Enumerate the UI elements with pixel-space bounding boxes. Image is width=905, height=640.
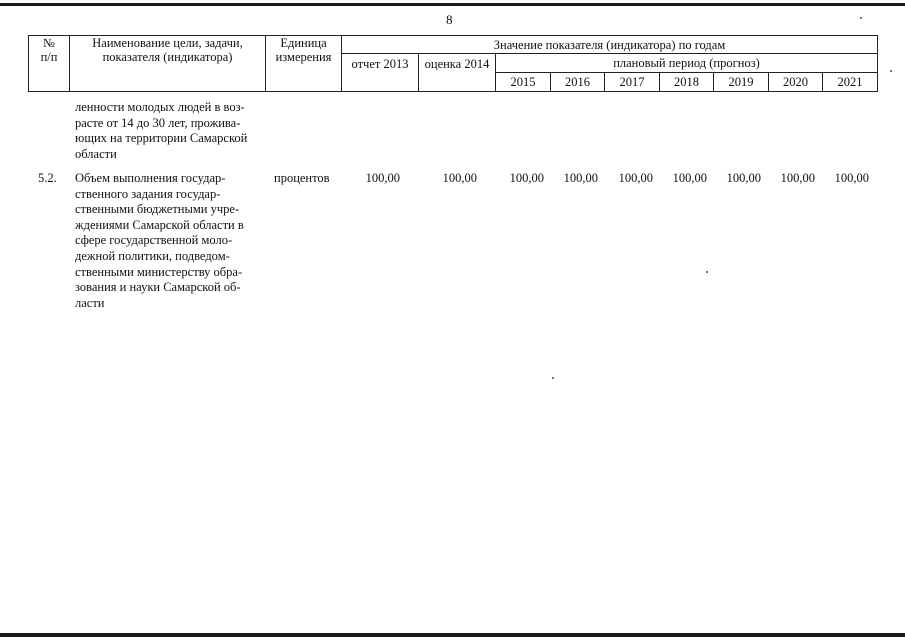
text-line: ющих на территории Самарской xyxy=(75,131,248,146)
text-line: ленности молодых людей в воз- xyxy=(75,100,245,114)
value-2018: 100,00 xyxy=(672,171,707,185)
row-number: 5.2. xyxy=(38,171,57,185)
header-name-line2: показателя (индикатора) xyxy=(102,50,233,64)
page-number: 8 xyxy=(446,12,453,27)
text-line: ждениями Самарской области в xyxy=(75,217,244,232)
value-2019: 100,00 xyxy=(726,171,761,185)
scan-speck xyxy=(860,17,862,19)
text-line: зования и науки Самарской об- xyxy=(75,280,241,295)
header-unit-line1: Единица xyxy=(280,36,327,50)
header-year: 2019 xyxy=(714,73,769,92)
value-2016: 100,00 xyxy=(563,171,598,185)
text-line: ласти xyxy=(75,295,105,310)
scan-speck xyxy=(552,377,554,379)
header-number-line1: № xyxy=(43,36,55,50)
value-2015: 100,00 xyxy=(509,171,544,185)
text-line: области xyxy=(75,146,117,161)
scan-speck xyxy=(890,70,892,72)
header-report-2013: отчет 2013 xyxy=(342,54,419,92)
text-line: сфере государственной моло- xyxy=(75,233,233,248)
value-2021: 100,00 xyxy=(834,171,869,185)
text-line: дежной политики, подведом- xyxy=(75,248,230,263)
header-name-line1: Наименование цели, задачи, xyxy=(92,36,243,50)
header-values-by-year: Значение показателя (индикатора) по годам xyxy=(342,36,878,54)
indicator-name xyxy=(75,171,265,311)
value-report-2013: 100,00 xyxy=(365,171,400,185)
indicator-table-header xyxy=(28,35,878,92)
value-2020: 100,00 xyxy=(780,171,815,185)
header-year: 2015 xyxy=(496,73,551,92)
header-number xyxy=(29,36,70,92)
scan-border-top xyxy=(0,3,905,6)
text-line: ственными министерству обра- xyxy=(75,264,243,279)
continuation-text xyxy=(75,100,265,162)
header-name xyxy=(70,36,266,92)
header-unit xyxy=(266,36,342,92)
header-number-line2: п/п xyxy=(40,50,58,64)
header-unit-line2: измерения xyxy=(275,50,332,64)
text-line: ственного задания государ- xyxy=(75,186,221,201)
text-line: расте от 14 до 30 лет, прожива- xyxy=(75,115,241,130)
header-planned-period: плановый период (прогноз) xyxy=(496,54,878,73)
header-estimate-2014: оценка 2014 xyxy=(419,54,496,92)
text-line: ственными бюджетными учре- xyxy=(75,202,240,217)
scan-border-bottom xyxy=(0,633,905,637)
header-year: 2021 xyxy=(823,73,878,92)
text-line: Объем выполнения государ- xyxy=(75,171,226,185)
header-year: 2018 xyxy=(660,73,714,92)
value-estimate-2014: 100,00 xyxy=(442,171,477,185)
header-year: 2017 xyxy=(605,73,660,92)
value-2017: 100,00 xyxy=(618,171,653,185)
indicator-unit: процентов xyxy=(274,171,330,185)
header-year: 2016 xyxy=(551,73,605,92)
header-year: 2020 xyxy=(769,73,823,92)
scan-speck xyxy=(706,271,708,273)
